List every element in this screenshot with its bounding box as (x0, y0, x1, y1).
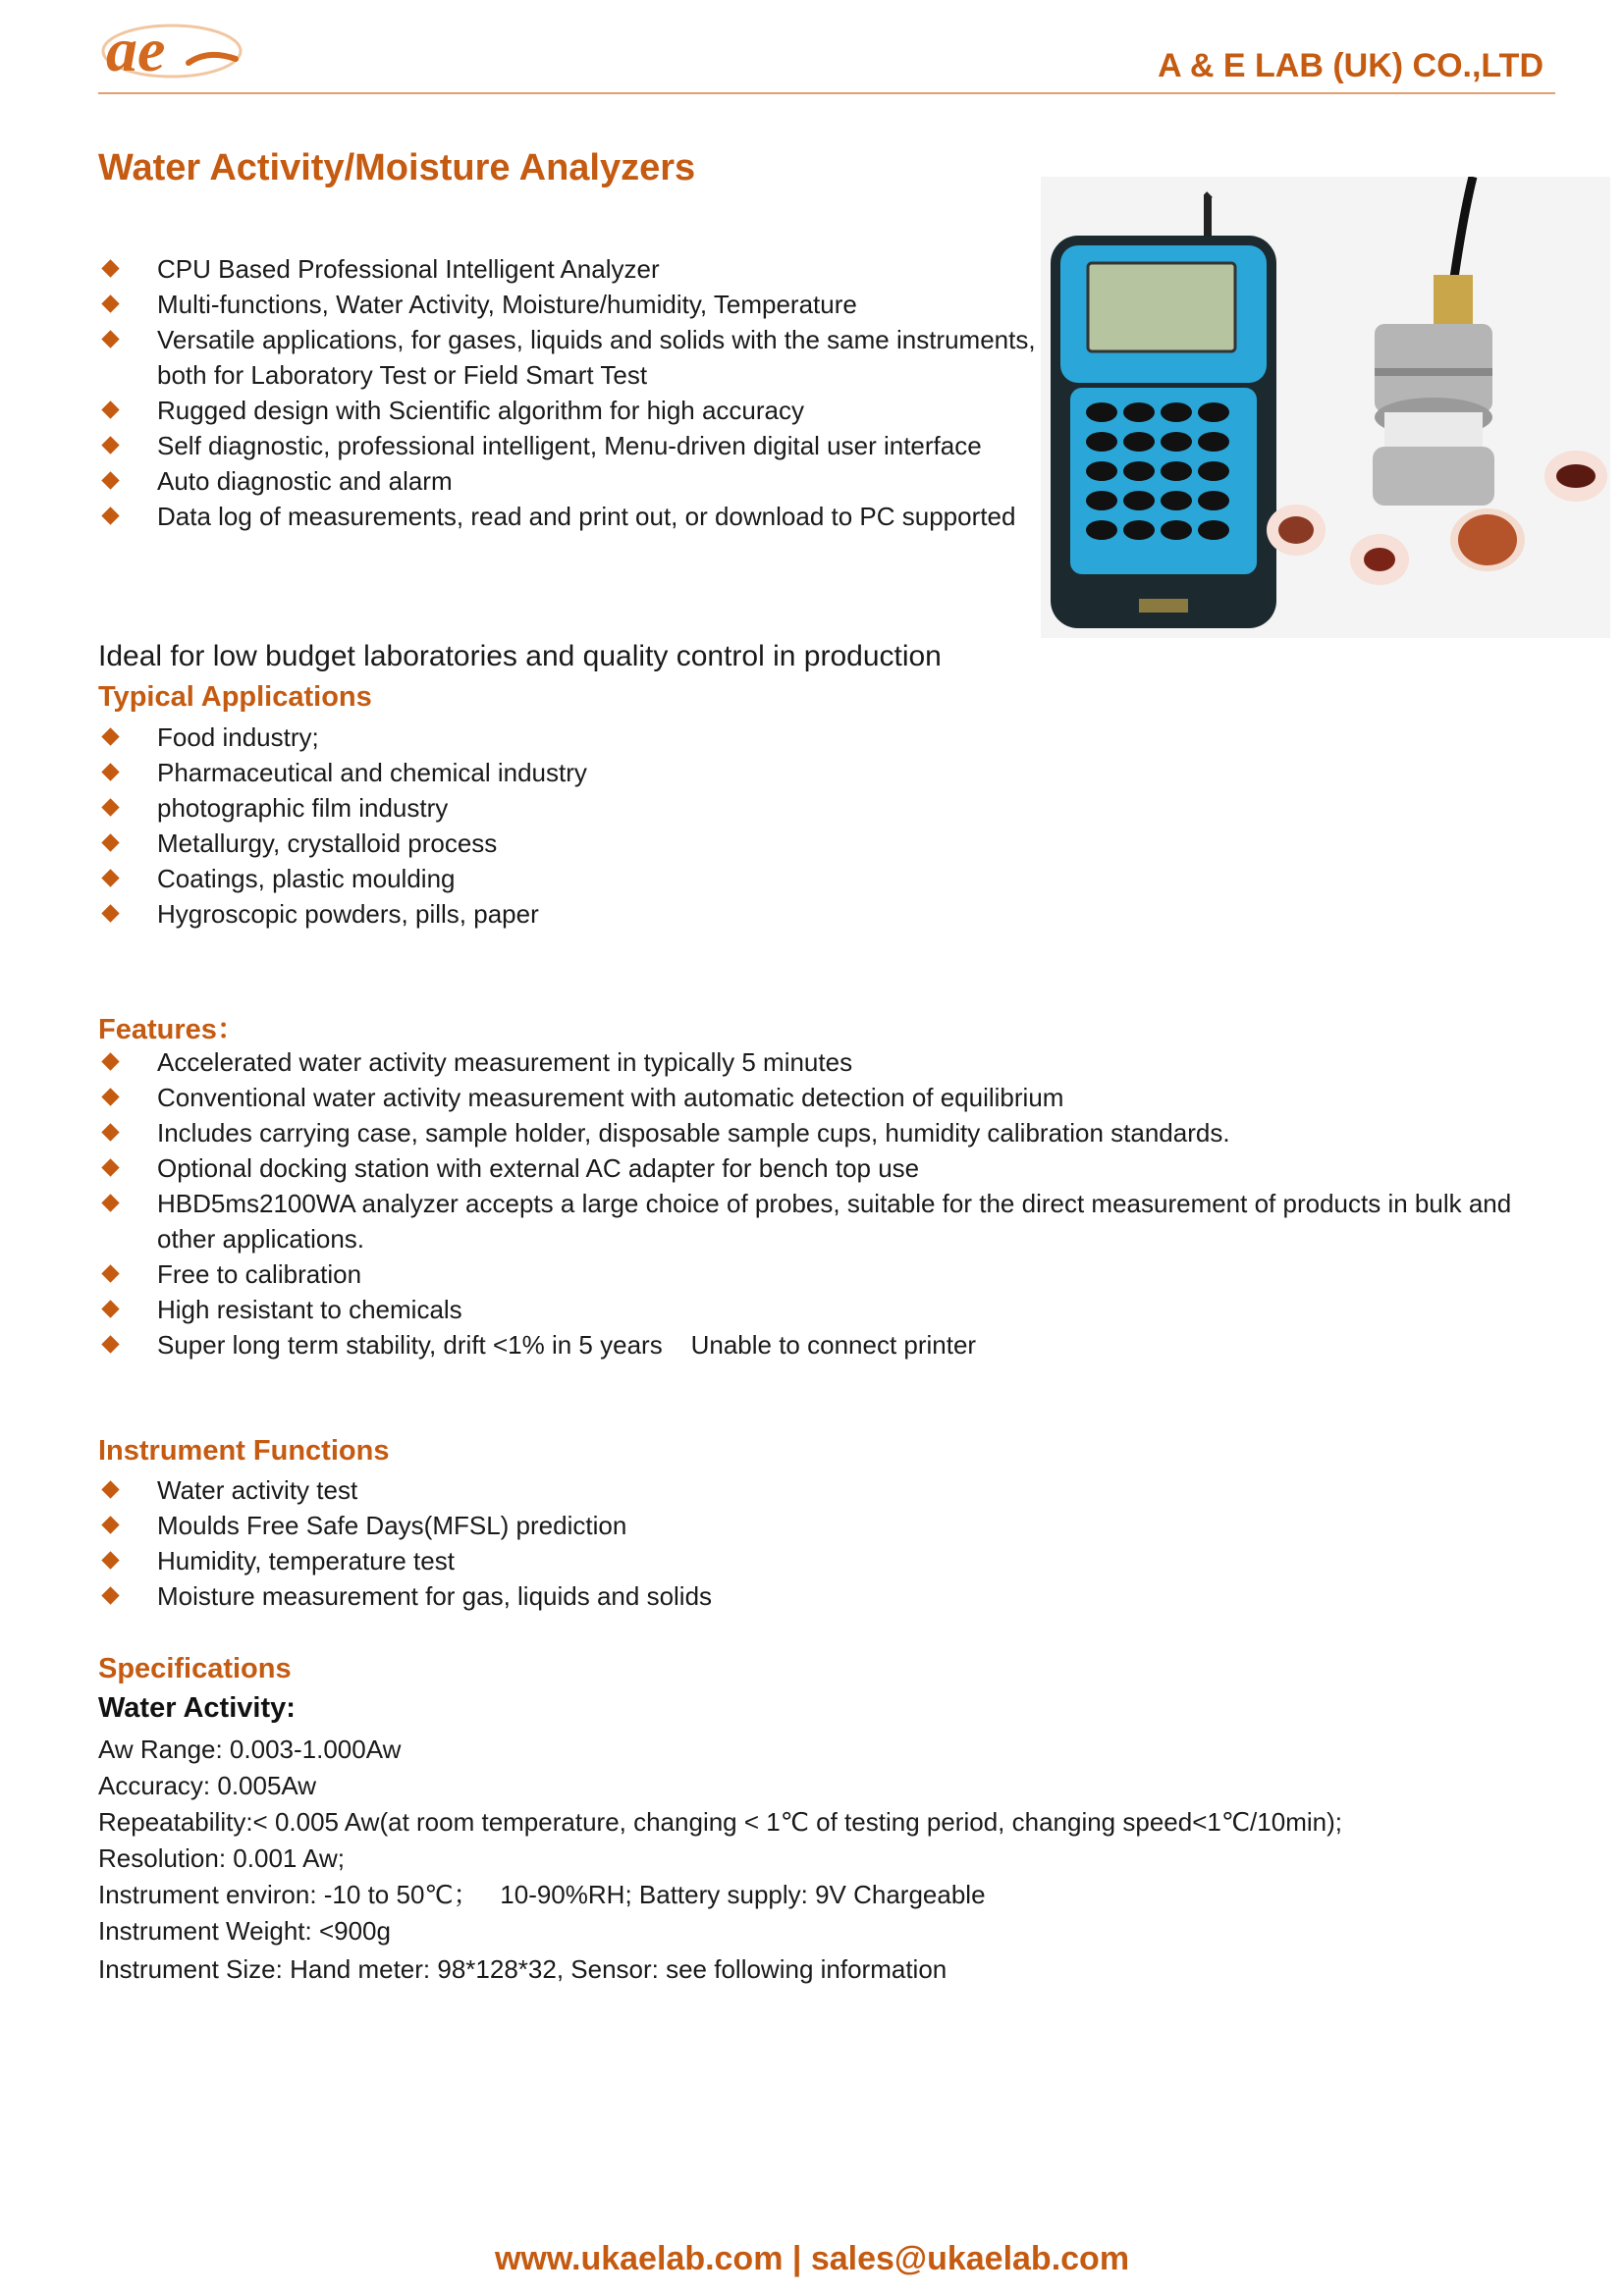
list-item: Water activity test (98, 1472, 1080, 1508)
list-item: Moisture measurement for gas, liquids and solids (98, 1578, 1080, 1614)
diamond-bullet-icon (101, 400, 119, 418)
company-name: A & E LAB (UK) CO.,LTD (1158, 47, 1543, 84)
diamond-bullet-icon (101, 1052, 119, 1070)
intro-bullet-list (98, 251, 1041, 534)
diamond-bullet-icon (101, 330, 119, 347)
header-divider (98, 92, 1555, 94)
features-list (98, 1044, 1532, 1362)
list-item: Humidity, temperature test (98, 1543, 1080, 1578)
spec-line: Repeatability:< 0.005 Aw(at room temperature, changing < 1℃ of testing period, changing speed<1℃/10min); (98, 1807, 1342, 1837)
diamond-bullet-icon (101, 1158, 119, 1176)
diamond-bullet-icon (101, 1586, 119, 1604)
spec-line: Instrument Size: Hand meter: 98*128*32, Sensor: see following information (98, 1954, 947, 1984)
diamond-bullet-icon (101, 1264, 119, 1282)
list-item: Versatile applications, for gases, liquids and solids with the same instruments, both for Laboratory Test or Field Smart Test (98, 322, 1041, 393)
ae-logo-icon (98, 14, 245, 84)
diamond-bullet-icon (101, 507, 119, 524)
product-photo (1041, 177, 1610, 638)
list-item: High resistant to chemicals (98, 1292, 1532, 1327)
list-item: Free to calibration (98, 1256, 1532, 1292)
water-activity-subheading: Water Activity: (98, 1692, 296, 1724)
diamond-bullet-icon (101, 727, 119, 745)
list-item: Auto diagnostic and alarm (98, 463, 1041, 499)
diamond-bullet-icon (101, 1300, 119, 1317)
list-item: Data log of measurements, read and print out, or download to PC supported (98, 499, 1041, 534)
svg-text:ae: ae (106, 15, 166, 84)
diamond-bullet-icon (101, 1551, 119, 1569)
list-item: Includes carrying case, sample holder, disposable sample cups, humidity calibration standards. (98, 1115, 1532, 1150)
diamond-bullet-icon (101, 904, 119, 922)
spec-line: Resolution: 0.001 Aw; (98, 1843, 346, 1873)
functions-list (98, 1472, 1080, 1614)
diamond-bullet-icon (101, 1335, 119, 1353)
diamond-bullet-icon (101, 1088, 119, 1105)
list-item: Hygroscopic powders, pills, paper (98, 896, 1080, 932)
spec-line: Accuracy: 0.005Aw (98, 1771, 317, 1800)
list-item: Optional docking station with external AC adapter for bench top use (98, 1150, 1532, 1186)
list-item: Accelerated water activity measurement in typically 5 minutes (98, 1044, 1532, 1080)
diamond-bullet-icon (101, 1516, 119, 1533)
ideal-statement: Ideal for low budget laboratories and quality control in production (98, 640, 942, 672)
diamond-bullet-icon (101, 1194, 119, 1211)
applications-list (98, 720, 1080, 932)
diamond-bullet-icon (101, 1480, 119, 1498)
list-item: HBD5ms2100WA analyzer accepts a large choice of probes, suitable for the direct measurement of products in bulk and other applications. (98, 1186, 1532, 1256)
diamond-bullet-icon (101, 294, 119, 312)
footer-contact: www.ukaelab.com | sales@ukaelab.com (494, 2240, 1130, 2277)
list-item: Moulds Free Safe Days(MFSL) prediction (98, 1508, 1080, 1543)
list-item: photographic film industry (98, 790, 1080, 826)
list-item: Self diagnostic, professional intelligent, Menu-driven digital user interface (98, 428, 1041, 463)
diamond-bullet-icon (101, 869, 119, 886)
list-item: Multi-functions, Water Activity, Moisture/humidity, Temperature (98, 287, 1041, 322)
diamond-bullet-icon (101, 763, 119, 780)
applications-heading: Typical Applications (98, 681, 372, 713)
list-item: Metallurgy, crystalloid process (98, 826, 1080, 861)
specifications-heading: Specifications (98, 1653, 292, 1684)
list-item: Conventional water activity measurement with automatic detection of equilibrium (98, 1080, 1532, 1115)
diamond-bullet-icon (101, 259, 119, 277)
diamond-bullet-icon (101, 798, 119, 816)
diamond-bullet-icon (101, 833, 119, 851)
diamond-bullet-icon (101, 436, 119, 454)
diamond-bullet-icon (101, 471, 119, 489)
spec-line: Aw Range: 0.003-1.000Aw (98, 1735, 402, 1764)
functions-heading: Instrument Functions (98, 1435, 390, 1467)
list-item: Super long term stability, drift <1% in 5 years Unable to connect printer (98, 1327, 1532, 1362)
page-title: Water Activity/Moisture Analyzers (98, 147, 696, 188)
spec-line: Instrument Weight: <900g (98, 1916, 391, 1946)
list-item: Food industry; (98, 720, 1080, 755)
spec-line: Instrument environ: -10 to 50℃； 10-90%RH; Battery supply: 9V Chargeable (98, 1880, 986, 1909)
list-item: Pharmaceutical and chemical industry (98, 755, 1080, 790)
features-heading: Features： (98, 1014, 245, 1045)
diamond-bullet-icon (101, 1123, 119, 1141)
list-item: CPU Based Professional Intelligent Analyzer (98, 251, 1041, 287)
list-item: Coatings, plastic moulding (98, 861, 1080, 896)
list-item: Rugged design with Scientific algorithm for high accuracy (98, 393, 1041, 428)
